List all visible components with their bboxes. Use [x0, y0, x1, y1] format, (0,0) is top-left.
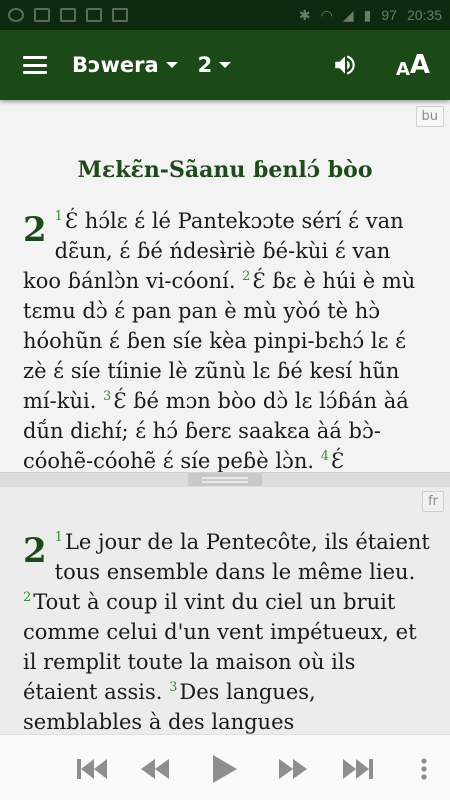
- skip-previous-icon[interactable]: [76, 755, 110, 783]
- pane-divider: [0, 472, 450, 487]
- font-size-icon-large: A: [409, 50, 430, 80]
- speaker-icon[interactable]: [332, 52, 358, 78]
- signal-icon: ◢: [342, 6, 354, 23]
- battery-percent: 97: [381, 7, 397, 23]
- menu-icon[interactable]: [23, 56, 47, 74]
- book-name: Bɔwera: [72, 53, 159, 77]
- verse-text: Ɛ́: [330, 449, 345, 472]
- audio-controls: [0, 734, 450, 800]
- message-notification-icon: [34, 8, 50, 22]
- verse-number: 1: [54, 530, 63, 545]
- chevron-down-icon: [219, 62, 231, 68]
- app-bar: [0, 30, 450, 100]
- status-notification-icons: [8, 8, 128, 22]
- gmail-notification-icon-2: [86, 8, 102, 22]
- verse-number: 4: [320, 449, 329, 464]
- verse-text: Ɛ́ ɓɛ è húi è mù tɛmu dɔ̀ ɛ́ pan pan è mù yòó tè hɔ̀ hóohũn ɛ́ ɓen síe kèa pinpi-bɛhɔ́ lɛ ɛ́ zè ɛ́ síe tíinie lè zũnù lɛ ɓé kesí hũn mí-kùi.: [23, 269, 416, 413]
- bluetooth-icon: ✱: [298, 6, 311, 23]
- status-system-icons: [299, 7, 442, 24]
- verse-number: 2: [23, 590, 32, 605]
- chapter-number: 2: [23, 210, 47, 250]
- section-heading: Mɛkɛ̃n-Sãanu ɓenlɔ́ bòo: [77, 157, 373, 183]
- font-size-icon-small: A: [395, 59, 410, 80]
- chevron-down-icon: [166, 62, 178, 68]
- app-notification-icon: [8, 8, 24, 22]
- battery-icon: ▮: [363, 6, 372, 23]
- secondary-text-pane[interactable]: [0, 487, 450, 734]
- primary-text-pane[interactable]: [0, 100, 450, 472]
- chat-notification-icon: [112, 8, 128, 22]
- verse-number: 3: [103, 389, 112, 404]
- scripture-text: [23, 206, 432, 472]
- wifi-icon: ◠: [320, 6, 333, 23]
- language-tag[interactable]: fr: [422, 491, 444, 512]
- status-bar: [0, 0, 450, 30]
- verse-text: Des langues, semblables à des langues: [23, 680, 316, 734]
- verse-text: Ɛ́ hɔ́lɛ ɛ́ lé Pantekɔɔte sérí ɛ́ van dɛ̃un, ɛ́ ɓé ńdesɨ̀riè ɓé-kùi ɛ́ van koo ɓánlɔ̀n vi-cóoní.: [23, 209, 404, 293]
- rewind-icon[interactable]: [139, 755, 171, 783]
- language-tag[interactable]: bu: [416, 106, 445, 127]
- verse-text: Ɛ́ ɓé mɔn bòo dɔ̀ lɛ lɔ́ɓán àá dṹn diɛhɪ́; ɛ́ hɔ́ ɓerɛ saakɛa àá bɔ̀-cóohẽ-cóohẽ ɛ́ síe peɓè lɔ̀n.: [23, 389, 409, 472]
- chapter-number: 2: [23, 531, 47, 571]
- skip-next-icon[interactable]: [340, 755, 374, 783]
- more-options-icon[interactable]: [418, 755, 430, 783]
- book-selector[interactable]: [72, 53, 178, 77]
- gmail-notification-icon: [60, 8, 76, 22]
- pane-resize-handle[interactable]: [188, 473, 262, 486]
- verse-number: 2: [242, 269, 251, 284]
- clock: 20:35: [406, 7, 442, 23]
- scripture-text: [23, 527, 432, 734]
- verse-text: Tout à coup il vint du ciel un bruit comme celui d'un vent impétueux, et il remplit toute la maison où ils étaient assis.: [23, 590, 417, 704]
- chapter-number: 2: [197, 53, 213, 77]
- verse-number: 3: [169, 680, 178, 695]
- fast-forward-icon[interactable]: [277, 755, 309, 783]
- font-size-button[interactable]: [396, 50, 430, 80]
- verse-number: 1: [54, 209, 63, 224]
- verse-text: Le jour de la Pentecôte, ils étaient tous ensemble dans le même lieu.: [54, 530, 430, 584]
- play-icon[interactable]: [211, 753, 239, 785]
- chapter-selector[interactable]: [198, 53, 232, 77]
